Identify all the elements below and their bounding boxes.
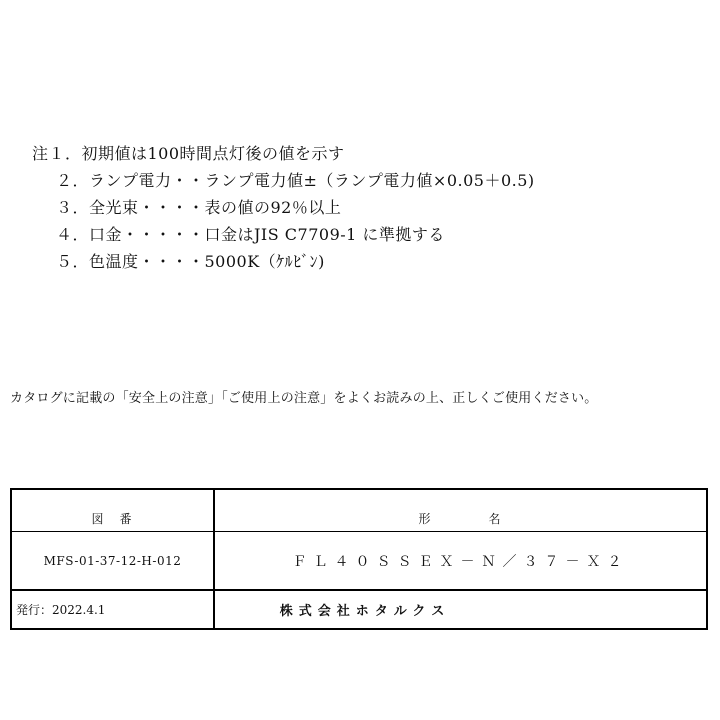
issue-date: 発行：2022.4.1	[16, 603, 106, 617]
note-1: 注１．初期値は100時間点灯後の値を示す	[32, 144, 345, 163]
drawing-number: MFS-01-37-12-H-012	[43, 553, 182, 568]
model-label: 形 名	[418, 512, 503, 526]
note-3: ３．全光束・・・・表の値の92％以上	[56, 198, 342, 217]
drawing-no-label: 図 番	[91, 512, 134, 526]
note-5: ５．色温度・・・・5000K（ｹﾙﾋﾞﾝ)	[56, 252, 325, 271]
note-4: ４．口金・・・・・口金はJIS C7709-1 に準拠する	[56, 225, 445, 244]
caution-text: カタログに記載の「安全上の注意」「ご使用上の注意」をよくお読みの上、正しくご使用ください。	[10, 391, 598, 406]
note-2: ２．ランプ電力・・ランプ電力値±（ランプ電力値×0.05＋0.5)	[56, 171, 535, 190]
title-block	[10, 488, 708, 630]
model-number: ＦＬ４０ＳＳＥＸ－Ｎ／３７－Ｘ２	[292, 553, 629, 570]
company-name: 株式会社ホタルクス	[279, 604, 451, 619]
